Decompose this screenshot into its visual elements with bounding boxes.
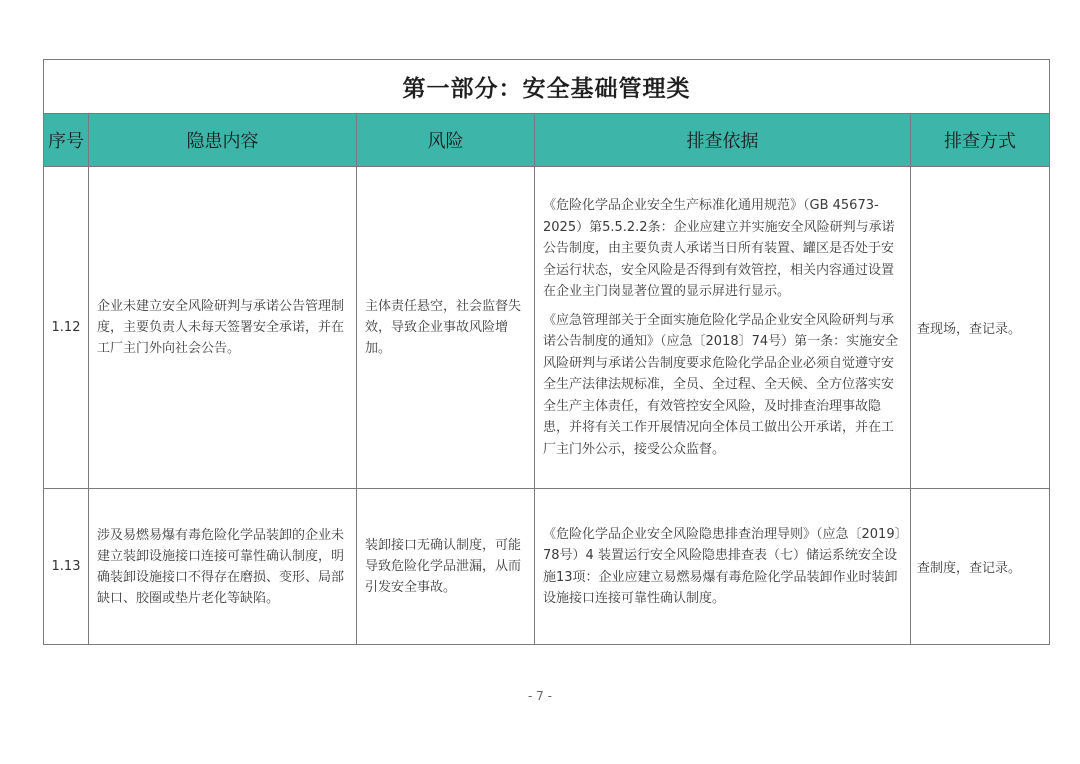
header-basis: 排查依据	[535, 114, 911, 167]
risk-description: 装卸接口无确认制度，可能导致危险化学品泄漏，从而引发安全事故。	[357, 489, 535, 645]
inspection-basis	[535, 489, 911, 645]
inspection-method: 查现场，查记录。	[911, 167, 1050, 489]
header-hazard: 隐患内容	[89, 114, 357, 167]
hazard-content: 企业未建立安全风险研判与承诺公告管理制度，主要负责人未每天签署安全承诺，并在工厂主门外向社会公告。	[89, 167, 357, 489]
inspection-basis	[535, 167, 911, 489]
header-method: 排查方式	[911, 114, 1050, 167]
hazard-inspection-table	[43, 59, 1050, 645]
basis-paragraph: 《危险化学品企业安全生产标准化通用规范》（GB 45673-2025）第5.5.2.2条：企业应建立并实施安全风险研判与承诺公告制度，由主要负责人承诺当日所有装置、罐区是否处于安全运行状态，安全风险是否得到有效管控，相关内容通过设置在企业主门岗显著位置的显示屏进行显示。	[543, 198, 895, 299]
page-number: - 7 -	[528, 689, 552, 703]
table-row	[44, 489, 1050, 645]
row-number: 1.12	[44, 167, 89, 489]
row-number: 1.13	[44, 489, 89, 645]
header-risk: 风险	[357, 114, 535, 167]
risk-description: 主体责任悬空，社会监督失效，导致企业事故风险增加。	[357, 167, 535, 489]
table-row	[44, 167, 1050, 489]
basis-paragraph: 《应急管理部关于全面实施危险化学品企业安全风险研判与承诺公告制度的通知》（应急〔2018〕74号）第一条：实施安全风险研判与承诺公告制度要求危险化学品企业必须自觉遵守安全生产法律法规标准，全员、全过程、全天候、全方位落实安全生产主体责任，有效管控安全风险，及时排查治理事故隐患，并将有关工作开展情况向全体员工做出公开承诺，并在工厂主门外公示，接受公众监督。	[543, 312, 899, 457]
header-number: 序号	[44, 114, 89, 167]
basis-paragraph: 《危险化学品企业安全风险隐患排查治理导则》（应急〔2019〕78号）4 装置运行安全风险隐患排查表（七）储运系统安全设施13项：企业应建立易燃易爆有毒危险化学品装卸作业时装卸设施接口连接可靠性确认制度。	[543, 526, 902, 606]
section-title: 第一部分：安全基础管理类	[44, 60, 1050, 114]
table-header-row	[44, 114, 1050, 167]
inspection-method: 查制度，查记录。	[911, 489, 1050, 645]
hazard-content: 涉及易燃易爆有毒危险化学品装卸的企业未建立装卸设施接口连接可靠性确认制度，明确装卸设施接口不得存在磨损、变形、局部缺口、胶圈或垫片老化等缺陷。	[89, 489, 357, 645]
